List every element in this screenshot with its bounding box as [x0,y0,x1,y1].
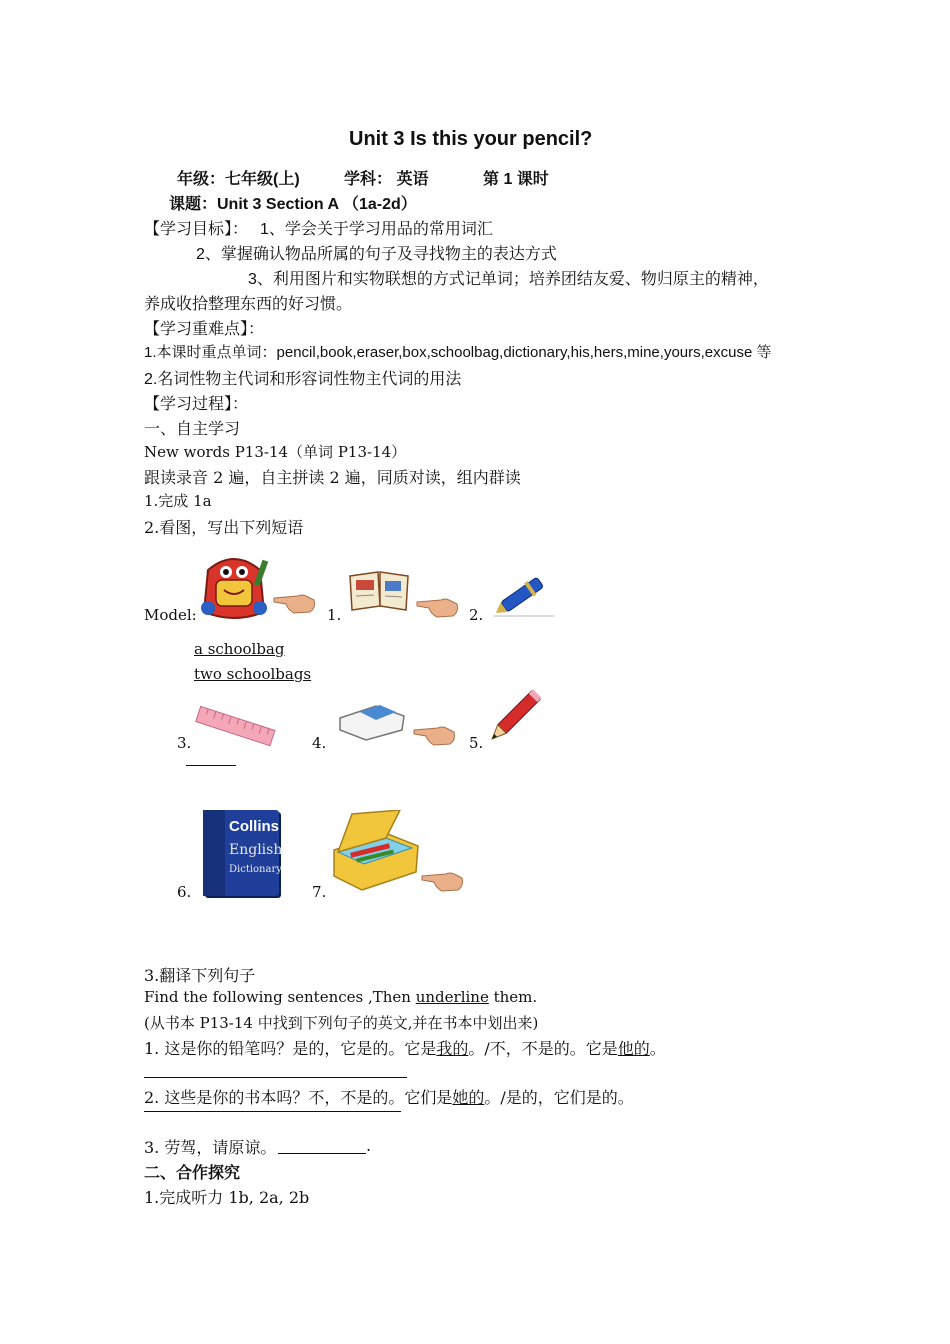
reading-instruction: 跟读录音 2 遍，自主拼读 2 遍，同质对读，组内群读 [144,468,521,487]
model-answer-1: a schoolbag [194,640,285,658]
dictionary-title-english: English [229,842,283,858]
eraser-image [336,700,408,742]
picture-number-7: 7. [312,883,327,901]
section-1-heading: 一、自主学习 [144,421,241,438]
dictionary-brand: Collins [229,818,280,835]
task-translate: 3.翻译下列句子 [144,966,256,985]
pointing-hand-icon [415,592,459,620]
picture-number-4: 4. [312,734,327,752]
subject-label: 学科： 英语 [344,171,429,188]
page-title: Unit 3 Is this your pencil? [349,128,593,150]
lesson-label: 第 1 课时 [483,171,549,188]
grade-label: 年级：七年级(上) [177,171,300,188]
pencil-image [484,684,544,750]
pointing-hand-icon [420,866,464,894]
pen-image [490,568,556,620]
sentence-3-end: . [366,1136,372,1155]
translate-instruction-en: Find the following sentences ,Then underline them. [144,988,538,1006]
dictionary-image [203,810,283,896]
section-2-heading: 二、合作探究 [144,1165,241,1182]
sentence-1: 1. 这是你的铅笔吗？是的，它是的。它是我的。/不，不是的。它是他的。 [144,1039,666,1058]
process-label: 【学习过程】： [144,396,249,413]
book-image [348,568,410,612]
key-point-2: 2.名词性物主代词和形容词性物主代词的用法 [144,371,462,388]
listening-task: 1.完成听力 1b, 2a, 2b [144,1188,310,1207]
task-1a: 1.完成 1a [144,492,212,510]
topic-label: 课题：Unit 3 Section A （1a-2d） [169,196,417,213]
picture-number-3: 3. [177,734,192,752]
goal-item-2: 2、掌握确认物品所属的句子及寻找物主的表达方式 [196,246,557,263]
pencil-box-image [328,810,424,896]
pointing-hand-icon [412,720,456,748]
translate-instruction-cn: (从书本 P13-14 中找到下列句子的英文,并在书本中划出来) [144,1014,539,1032]
model-label: Model: [144,606,197,624]
picture-number-5: 5. [469,734,484,752]
picture-number-2: 2. [469,606,484,624]
goal-item-1: 1、学会关于学习用品的常用词汇 [260,221,493,238]
sentence-3: 3. 劳驾，请原谅。 [144,1138,277,1157]
model-answer-2: two schoolbags [194,665,312,683]
ruler-image [192,704,278,750]
goal-item-3-cont: 养成收拾整理东西的好习惯。 [144,296,353,313]
answer-blank-sentence-3[interactable] [278,1153,366,1154]
pointing-hand-icon [272,588,316,616]
task-phrases: 2.看图，写出下列短语 [144,518,304,537]
answer-line-2[interactable] [144,1111,401,1112]
dictionary-title-dictionary: Dictionary [229,864,282,875]
schoolbag-image [194,550,274,622]
goal-item-3: 3、利用图片和实物联想的方式记单词；培养团结友爱、物归原主的精神， [248,271,769,288]
picture-number-6: 6. [177,883,192,901]
goals-label: 【学习目标】： [144,221,249,238]
sentence-2: 2. 这些是你的书本吗？不，不是的。它们是她的。/是的，它们是的。 [144,1088,634,1107]
answer-blank-3[interactable] [186,765,236,766]
picture-number-1: 1. [327,606,342,624]
new-words-line: New words P13-14（单词 P13-14） [144,443,407,461]
answer-line-1[interactable] [144,1077,407,1078]
key-points-label: 【学习重难点】： [144,321,265,338]
key-point-1: 1.本课时重点单词：pencil,book,eraser,box,schoolbag,dictionary,his,hers,mine,yours,excuse 等 [144,344,772,361]
